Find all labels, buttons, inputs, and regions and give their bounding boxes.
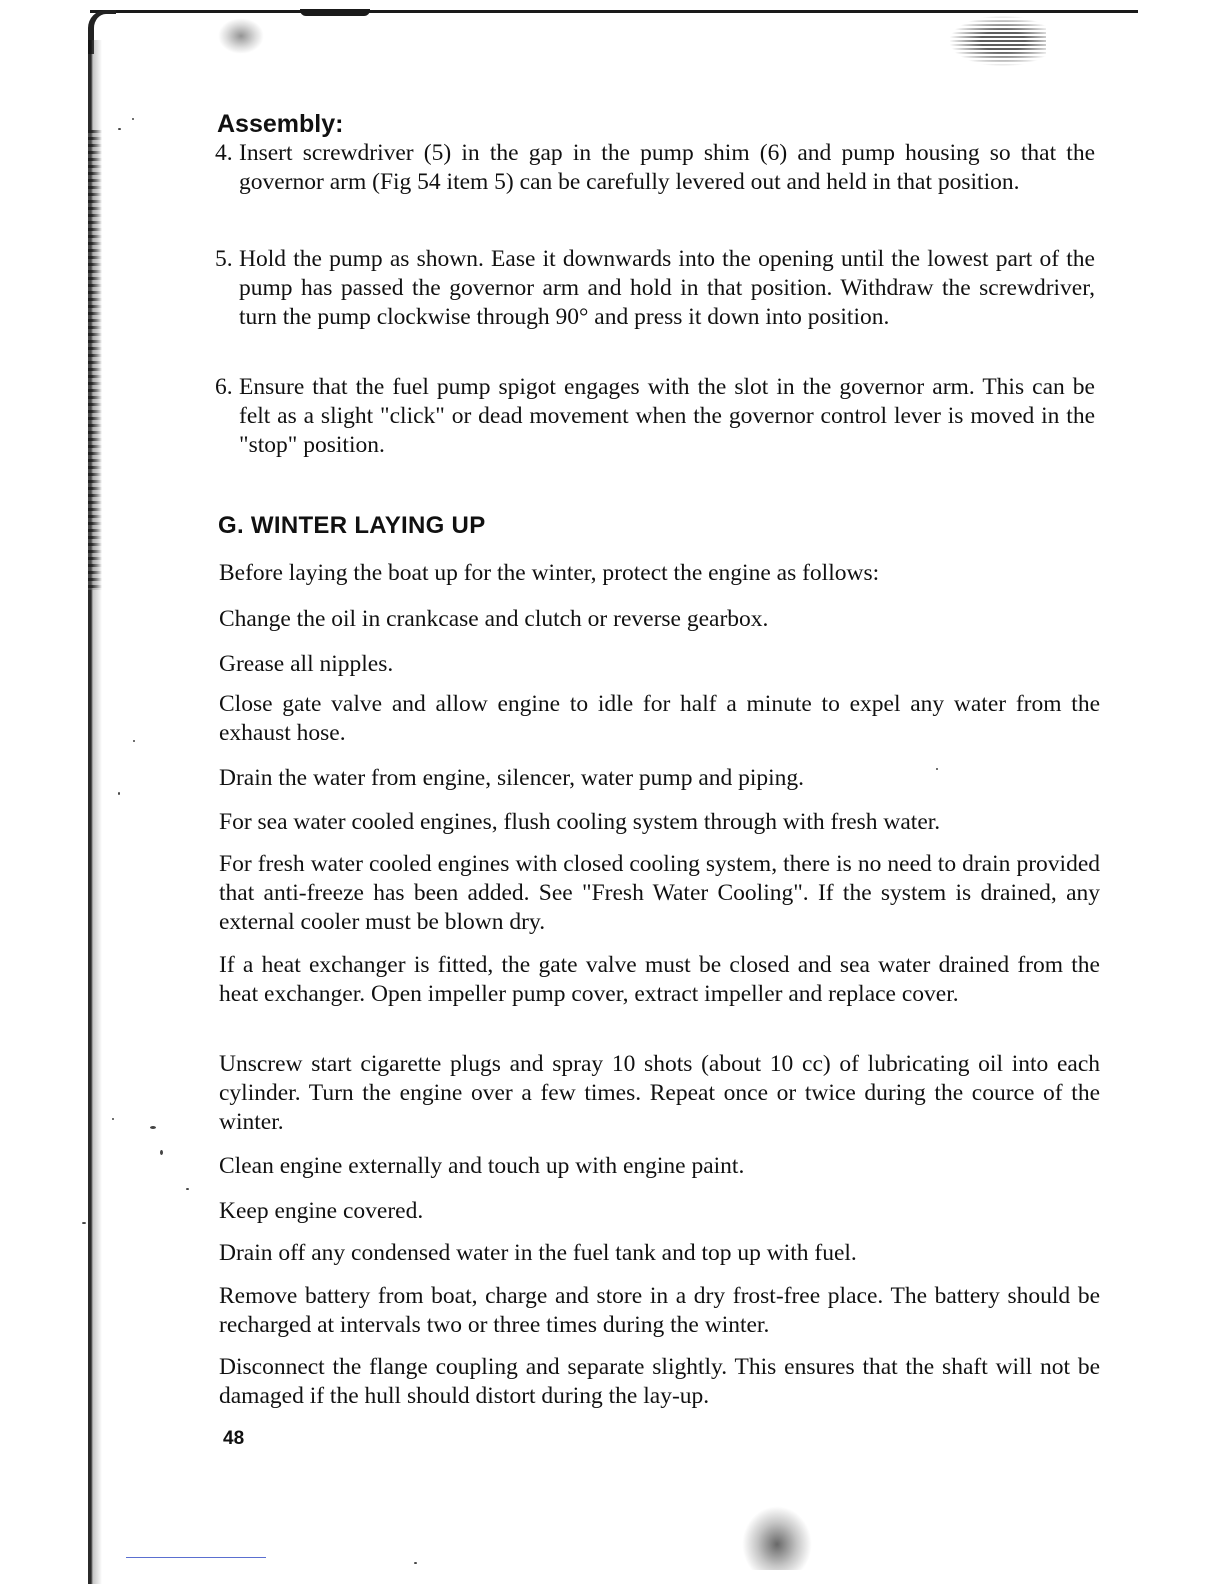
paragraph: Unscrew start cigarette plugs and spray 10 shots (about 10 cc) of lubricating oil into each cylinder. Turn the engine over a few times. Repeat once or twice during the cource of the winter. [219, 1051, 1100, 1135]
step-text: Hold the pump as shown. Ease it downwards into the opening until the lowest part of the pump has passed the governor arm and hold in that position. Withdraw the screwdriver, turn the pump clockwise through 90° and press it down into position. [239, 246, 1095, 330]
step-number: 4. [215, 140, 233, 166]
paragraph: Disconnect the flange coupling and separate slightly. This ensures that the shaft will not be damaged if the hull should distort during the lay-up. [219, 1354, 1100, 1409]
paragraph: Drain off any condensed water in the fuel tank and top up with fuel. [219, 1240, 857, 1266]
paragraph: Remove battery from boat, charge and store in a dry frost-free place. The battery should be recharged at intervals two or three times during the winter. [219, 1283, 1100, 1338]
assembly-heading: Assembly: [217, 110, 344, 138]
paragraph: For fresh water cooled engines with closed cooling system, there is no need to drain provided that anti-freeze has been added. See "Fresh Water Cooling". If the system is drained, any external cooler must be blown dry. [219, 851, 1100, 935]
paragraph: Clean engine externally and touch up with engine paint. [219, 1153, 745, 1179]
paragraph: Keep engine covered. [219, 1198, 424, 1224]
step-text: Ensure that the fuel pump spigot engages with the slot in the governor arm. This can be felt as a slight "click" or dead movement when the governor control lever is moved in the "stop" position. [239, 374, 1095, 458]
assembly-step-5 [215, 245, 1095, 332]
paragraph: For sea water cooled engines, flush cooling system through with fresh water. [219, 809, 941, 835]
step-text: Insert screwdriver (5) in the gap in the pump shim (6) and pump housing so that the governor arm (Fig 54 item 5) can be carefully levered out and held in that position. [239, 140, 1095, 195]
paragraph: Close gate valve and allow engine to idle for half a minute to expel any water from the exhaust hose. [219, 691, 1100, 746]
paragraph: Drain the water from engine, silencer, water pump and piping. [219, 765, 805, 791]
assembly-step-4 [215, 139, 1095, 197]
page-number: 48 [223, 1428, 245, 1449]
paragraph: Grease all nipples. [219, 651, 394, 677]
assembly-step-6 [215, 373, 1095, 460]
paragraph: Change the oil in crankcase and clutch or reverse gearbox. [219, 606, 769, 632]
step-number: 6. [215, 374, 233, 400]
section-heading: G. WINTER LAYING UP [218, 512, 486, 539]
step-number: 5. [215, 246, 233, 272]
paragraph: If a heat exchanger is fitted, the gate valve must be closed and sea water drained from the heat exchanger. Open impeller pump cover, extract impeller and replace cover. [219, 952, 1100, 1007]
paragraph: Before laying the boat up for the winter, protect the engine as follows: [219, 560, 880, 586]
